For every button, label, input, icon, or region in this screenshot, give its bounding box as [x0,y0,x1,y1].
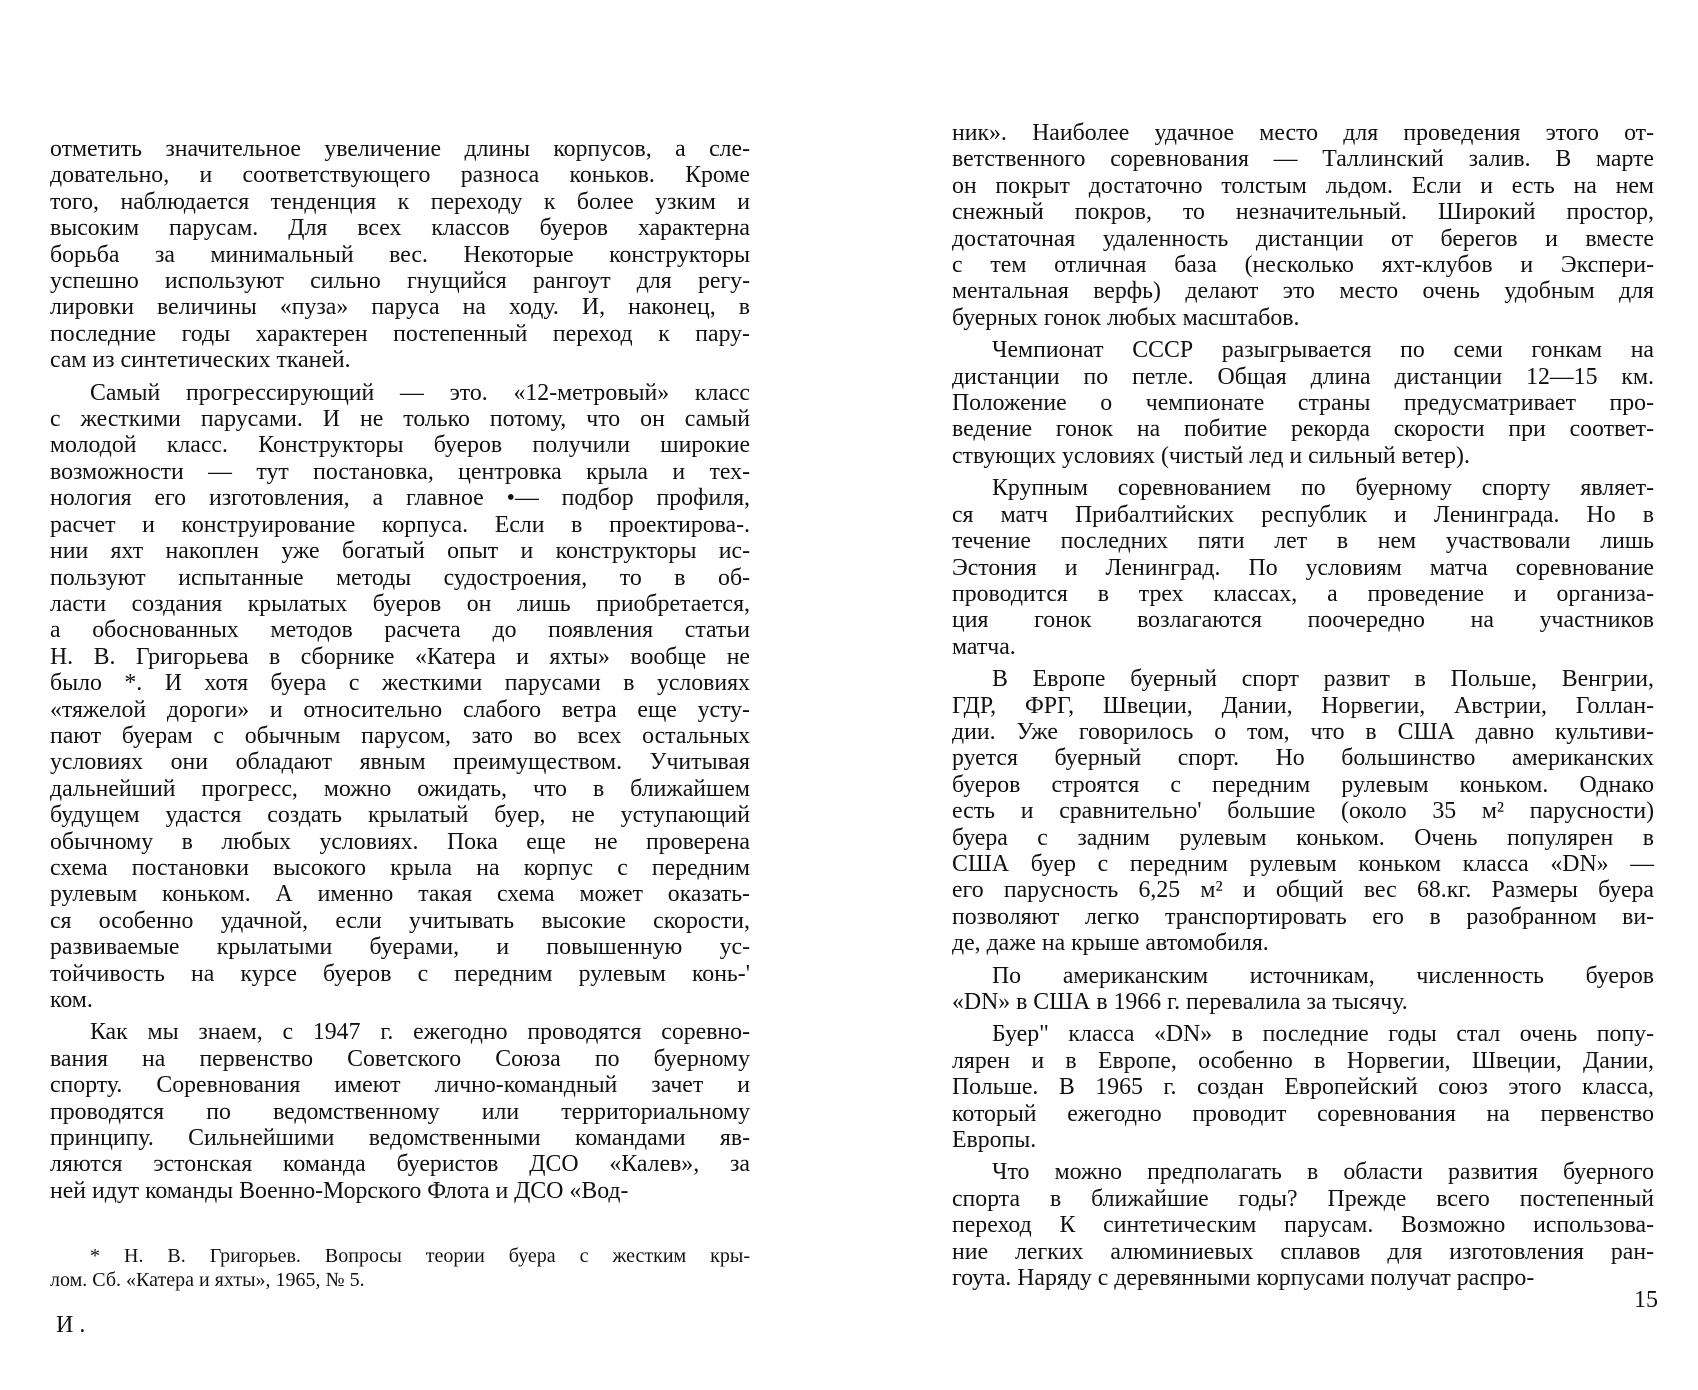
text-line: переход К синтетическим парусам. Возможно использова- [952,1212,1654,1239]
text-line: ся матч Прибалтийских республик и Ленинграда. Но в [952,501,1654,528]
text-line: есть и сравнительно' большие (около 35 м² парусности) [952,798,1654,825]
text-line: ведение гонок на побитие рекорда скорости при соответ- [952,416,1654,443]
text-line: руется буерный спорт. Но большинство американских [952,745,1654,772]
text-line: спорта в ближайшие годы? Прежде всего постепенный [952,1185,1654,1212]
text-line: ней идут команды Военно-Морского Флота и ДСО «Вод- [50,1177,629,1204]
text-line: последние годы характерен постепенный переход к пару- [50,320,750,347]
text-line: отметить значительное увеличение длины корпусов, а сле- [50,136,750,162]
text-line: Самый прогрессирующий — это. «12-метровый» класс [90,379,750,406]
text-line: успешно используют сильно гнущийся рангоут для регу- [50,268,750,295]
text-line: гоута. Наряду с деревянными корпусами получат распро- [952,1265,1535,1292]
text-line: борьба за минимальный вес. Некоторые конструкторы [50,241,750,268]
text-line: развиваемые крылатыми буерами, и повышенную ус- [50,934,750,961]
text-line: нии яхт накоплен уже богатый опыт и конструкторы ис- [50,538,750,565]
text-line: спорту. Соревнования имеют лично-командный зачет и [50,1072,750,1099]
text-line: ментальная верфь) делают это место очень удобным для [952,278,1654,305]
text-line: вания на первенство Советского Союза по буерному [50,1045,750,1072]
paragraph [952,963,1654,1016]
text-line: его парусность 6,25 м² и общий вес 68.кг. Размеры буера [952,877,1654,904]
text-line: де, даже на крыше автомобиля. [952,930,1269,957]
text-line: Крупным соревнованием по буерному спорту являет- [992,475,1654,502]
right-page-text [952,120,1654,1297]
footnote-line: * Н. В. Григорьев. Вопросы теории буера с жестким кры- [90,1245,750,1267]
text-line: нология его изготовления, а главное •— подбор профиля, [50,485,750,512]
text-line: сам из синтетических тканей. [50,347,351,374]
text-line: ция гонок возлагаются поочередно на участников [952,607,1654,634]
text-line: который ежегодно проводит соревнования на первенство [952,1100,1654,1127]
text-line: «DN» в США в 1966 г. перевалила за тысячу. [952,989,1408,1015]
paragraph [50,1019,750,1204]
paragraph [952,1159,1654,1291]
left-corner-mark: И . [56,1312,86,1338]
paragraph [50,380,750,1014]
text-line: Чемпионат СССР разыгрывается по семи гонкам на [992,337,1654,364]
paragraph [50,136,750,374]
text-line: Польше. В 1965 г. создан Европейский союз этого класса, [952,1074,1654,1101]
text-line: Как мы знаем, с 1947 г. ежегодно проводятся соревно- [90,1019,750,1046]
text-line: ГДР, ФРГ, Швеции, Дании, Норвегии, Австрии, Голлан- [952,692,1654,719]
text-line: матча. [952,633,1016,660]
text-line: пользуют испытанные методы судостроения, то в об- [50,564,750,591]
paragraph [952,120,1654,331]
text-line: молодой класс. Конструкторы буеров получили широкие [50,432,750,459]
text-line: а обоснованных методов расчета до появления статьи [50,617,750,644]
text-line: пают буерам с обычным парусом, зато во всех остальных [50,722,750,749]
text-line: По американским источникам, численность буеров [992,962,1654,989]
text-line: буеров строятся с передним рулевым коньком. Однако [952,771,1654,798]
paragraph [952,666,1654,956]
text-line: Н. В. Григорьева в сборнике «Катера и яхты» вообще не [50,643,750,670]
text-line: принципу. Сильнейшими ведомственными командами яв- [50,1125,750,1152]
text-line: ние легких алюминиевых сплавов для изготовления ран- [952,1238,1654,1265]
text-line: лярен и в Европе, особенно в Норвегии, Швеции, Дании, [952,1047,1654,1074]
text-line: проводятся по ведомственному или территориальному [50,1098,750,1125]
text-line: с тем отличная база (несколько яхт-клубов и Экспери- [952,252,1654,279]
text-line: рулевым коньком. А именно такая схема может оказать- [50,881,750,908]
paragraph [952,1021,1654,1153]
text-line: Что можно предполагать в области развития буерного [992,1159,1654,1186]
text-line: буерных гонок любых масштабов. [952,304,1300,331]
text-line: было *. И хотя буера с жесткими парусами в условиях [50,670,750,697]
text-line: США буер с передним рулевым коньком класса «DN» — [952,850,1654,877]
text-line: Буер" класса «DN» в последние годы стал очень попу- [992,1021,1654,1048]
text-line: ком. [50,987,93,1013]
text-line: «тяжелой дороги» и относительно слабого ветра еще усту- [50,696,750,723]
text-line: будущем удастся создать крылатый буер, не уступающий [50,802,750,829]
text-line: тойчивость на курсе буеров с передним рулевым конь-' [50,960,750,987]
text-line: условиях они обладают явным преимуществом. Учитывая [50,749,750,776]
text-line: ник». Наиболее удачное место для проведения этого от- [952,120,1654,146]
text-line: он покрыт достаточно толстым льдом. Если и есть на нем [952,172,1654,199]
text-line: расчет и конструирование корпуса. Если в проектирова-. [50,511,750,538]
text-line: проводится в трех классах, а проведение и организа- [952,580,1654,607]
paragraph [952,475,1654,660]
text-line: ляются эстонская команда буеристов ДСО «Калев», за [50,1151,750,1178]
text-line: снежный покров, то незначительный. Широкий простор, [952,199,1654,226]
text-line: схема постановки высокого крыла на корпус с передним [50,854,750,881]
text-line: Эстония и Ленинград. По условиям матча соревнование [952,554,1654,581]
text-line: Европы. [952,1127,1037,1154]
paragraph [952,337,1654,469]
text-line: буера с задним рулевым коньком. Очень популярен в [952,824,1654,851]
footnote-line: лом. Сб. «Катера и яхты», 1965, № 5. [50,1269,365,1291]
text-line: обычному в любых условиях. Пока еще не проверена [50,828,750,855]
text-line: довательно, и соответствующего разноса коньков. Кроме [50,162,750,189]
page-number: 15 [1634,1287,1658,1313]
text-line: дальнейший прогресс, можно ожидать, что в ближайшем [50,775,750,802]
text-line: дистанции по петле. Общая длина дистанции 12—15 км. [952,363,1654,390]
footnote [50,1244,750,1292]
text-line: ласти создания крылатых буеров он лишь приобретается, [50,590,750,617]
text-line: высоким парусам. Для всех классов буеров характерна [50,215,750,242]
text-line: возможности — тут постановка, центровка крыла и тех- [50,458,750,485]
text-line: В Европе буерный спорт развит в Польше, Венгрии, [992,666,1654,693]
text-line: Положение о чемпионате страны предусматривает про- [952,390,1654,417]
text-line: ствующих условиях (чистый лед и сильный ветер). [952,442,1470,469]
text-line: лировки величины «пуза» паруса на ходу. И, наконец, в [50,294,750,321]
text-line: достаточная удаленность дистанции от берегов и вместе [952,225,1654,252]
left-page-text [50,136,750,1210]
text-line: ся особенно удачной, если учитывать высокие скорости, [50,907,750,934]
text-line: дии. Уже говорилось о том, что в США давно культиви- [952,718,1654,745]
text-line: с жесткими парусами. И не только потому, что он самый [50,406,750,433]
text-line: того, наблюдается тенденция к переходу к более узким и [50,188,750,215]
text-line: позволяют легко транспортировать его в разобранном ви- [952,903,1654,930]
text-line: ветственного соревнования — Таллинский залив. В марте [952,146,1654,173]
text-line: течение последних пяти лет в нем участвовали лишь [952,528,1654,555]
